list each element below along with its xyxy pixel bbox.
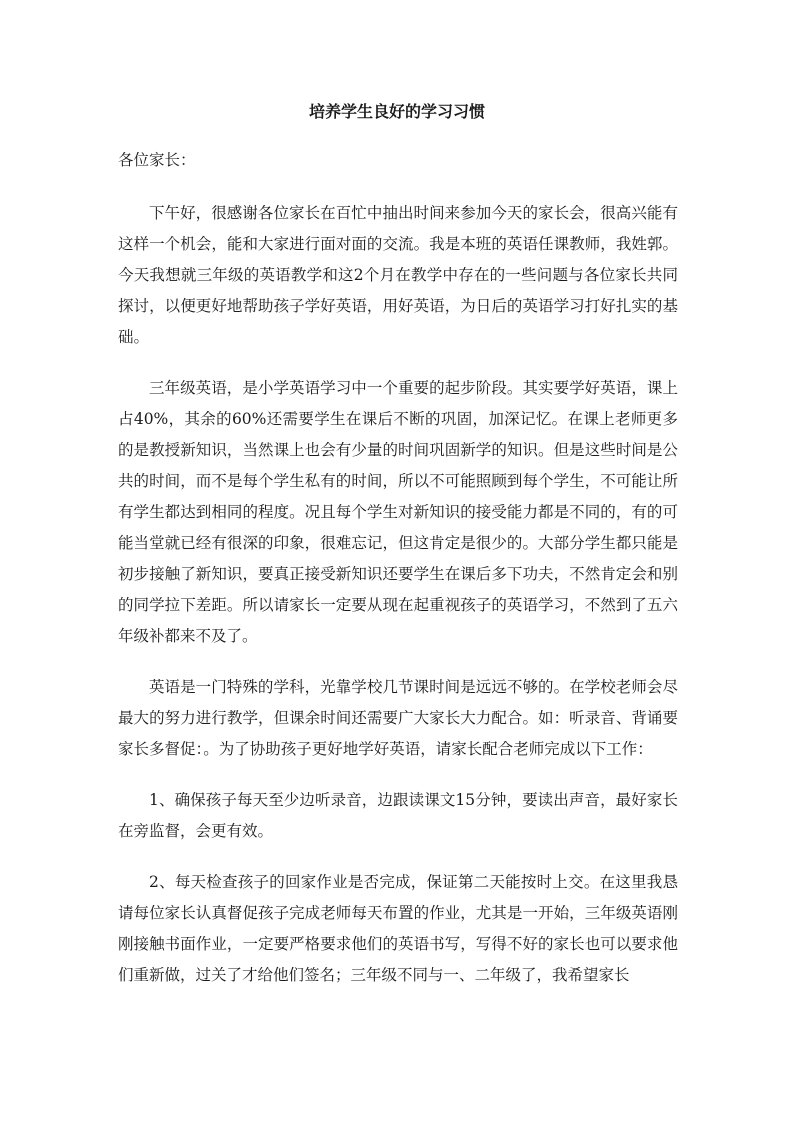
document-title: 培养学生良好的学习习惯 [308, 102, 485, 121]
document-body [118, 198, 678, 991]
paragraph-special-subject: 英语是一门特殊的学科，光靠学校几节课时间是远远不够的。在学校老师会尽最大的努力进行教学，但课余时间还需要广大家长大力配合。如：听录音、背诵要家长多督促：。为了协助孩子更好地学好英语，请家长配合老师完成以下工作： [118, 678, 678, 758]
paragraph-item-2: 2、每天检查孩子的回家作业是否完成，保证第二天能按时上交。在这里我恳请每位家长认真督促孩子完成老师每天布置的作业，尤其是一开始，三年级英语刚刚接触书面作业，一定要严格要求他们的英语书写，写得不好的家长也可以要求他们重新做，过关了才给他们签名；三年级不同与一、二年级了，我希望家长 [118, 873, 678, 984]
paragraph-item-1: 1、确保孩子每天至少边听录音，边跟读课文15分钟，要读出声音，最好家长在旁监督，会更有效。 [118, 791, 678, 840]
paragraph-grade-three: 三年级英语，是小学英语学习中一个重要的起步阶段。其实要学好英语，课上占40%，其余的60%还需要学生在课后不断的巩固，加深记忆。在课上老师更多的是教授新知识，当然课上也会有少量的时间巩固新学的知识。但是这些时间是公共的时间，而不是每个学生私有的时间，所以不可能照顾到每个学生，不可能让所有学生都达到相同的程度。况且每个学生对新知识的接受能力都是不同的，有的可能当堂就已经有很深的印象，很难忘记，但这肯定是很少的。大部分学生都只能是初步接触了新知识，要真正接受新知识还要学生在课后多下功夫，不然肯定会和别的同学拉下差距。所以请家长一定要从现在起重视孩子的英语学习，不然到了五六年级补都来不及了。 [118, 379, 678, 645]
paragraph-intro: 下午好，很感谢各位家长在百忙中抽出时间来参加今天的家长会，很高兴能有这样一个机会，能和大家进行面对面的交流。我是本班的英语任课教师，我姓郭。今天我想就三年级的英语教学和这2个月在教学中存在的一些问题与各位家长共同探讨，以便更好地帮助孩子学好英语，用好英语，为日后的英语学习打好扎实的基础。 [118, 204, 678, 346]
greeting-line: 各位家长： [118, 151, 196, 169]
